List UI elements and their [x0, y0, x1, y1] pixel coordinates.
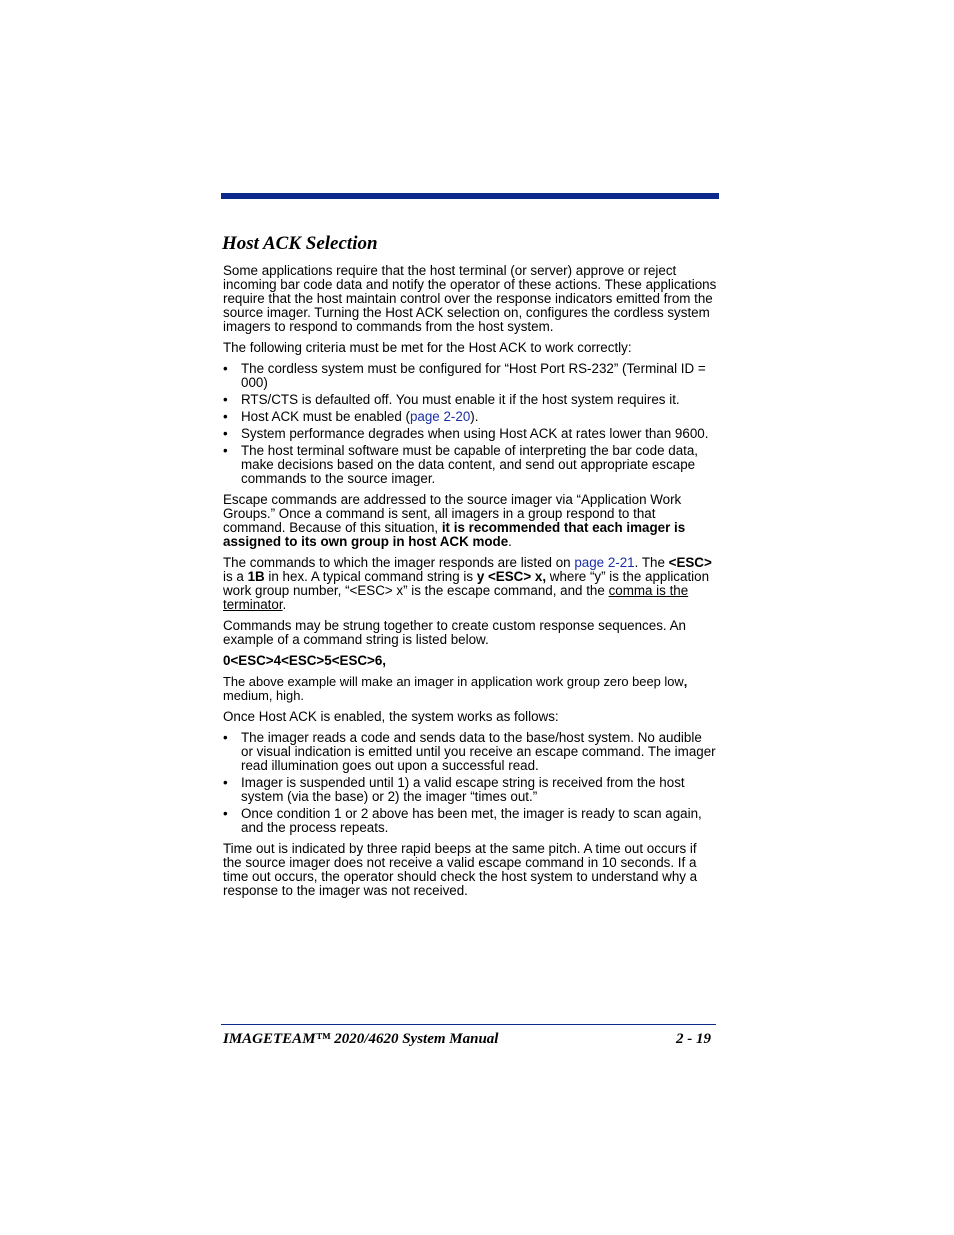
escape-commands-paragraph: Escape commands are addressed to the source imager via “Application Work Groups.” Once a command is sent, all imagers in a group respond to that command. Because of this situation, it is recommended that each imager is assigned to its own group in host ACK mode. — [223, 492, 686, 549]
list-item-text: The imager reads a code and sends data to the base/host system. No audible or visual indication is emitted until you receive an escape command. The imager read illumination goes out upon a successful read. — [241, 730, 716, 773]
list-item-text: Once condition 1 or 2 above has been met, the imager is ready to scan again, and the process repeats. — [241, 806, 702, 835]
bullet-icon: • — [223, 361, 228, 376]
footer-rule — [221, 1024, 716, 1025]
list-item-text: Imager is suspended until 1) a valid escape string is received from the host system (via the base) or 2) the imager “times out.” — [241, 775, 685, 804]
bullet-icon: • — [223, 426, 228, 441]
terminator-note: comma is the terminator — [223, 583, 689, 612]
criteria-list — [223, 362, 717, 486]
bullet-icon: • — [223, 392, 228, 407]
list-item — [223, 731, 717, 773]
timeout-paragraph: Time out is indicated by three rapid beeps at the same pitch. A time out occurs if the source imager does not receive a valid escape command in 10 seconds. If a time out occurs, the operator should check the host system to understand why a response to the imager was not received. — [223, 841, 698, 898]
commands-paragraph: The commands to which the imager responds are listed on page 2-21. The <ESC> is a 1B in hex. A typical command string is y <ESC> x, where “y” is the application work group number, “<ESC> x” is the escape command, and the comma is the terminator. — [223, 555, 712, 612]
recommendation-text: it is recommended that each imager is assigned to its own group in host ACK mode — [223, 520, 686, 549]
list-item — [223, 427, 717, 441]
list-item-text: The host terminal software must be capable of interpreting the bar code data, make decisions based on the data content, and send out appropriate escape commands to the source imager. — [241, 443, 699, 486]
list-item — [223, 776, 717, 804]
body-content — [223, 264, 717, 905]
page-number: 2 - 19 — [676, 1031, 711, 1047]
list-item — [223, 393, 717, 407]
bullet-icon: • — [223, 730, 228, 745]
list-item — [223, 410, 717, 424]
list-item — [223, 444, 717, 486]
example-command: 0<ESC>4<ESC>5<ESC>6, — [223, 653, 387, 668]
page-2-20-link[interactable]: page 2-20 — [409, 409, 471, 424]
bullet-icon: • — [223, 775, 228, 790]
header-rule — [221, 193, 719, 199]
list-item-text: RTS/CTS is defaulted off. You must enable it if the host system requires it. — [241, 392, 680, 407]
behavior-intro: Once Host ACK is enabled, the system works as follows: — [223, 709, 559, 724]
example-explanation: The above example will make an imager in application work group zero beep low, medium, high. — [223, 674, 688, 703]
section-title: Host ACK Selection — [222, 233, 378, 254]
list-item — [223, 362, 717, 390]
list-item-text: Host ACK must be enabled ( — [241, 409, 410, 424]
behavior-list — [223, 731, 717, 835]
list-item — [223, 807, 717, 835]
criteria-intro: The following criteria must be met for the Host ACK to work correctly: — [223, 340, 632, 355]
list-item-text: ). — [470, 409, 479, 424]
list-item-text: The cordless system must be configured for “Host Port RS-232” (Terminal ID = 000) — [241, 361, 706, 390]
manual-title: IMAGETEAM™ 2020/4620 System Manual — [223, 1031, 499, 1047]
strung-commands-paragraph: Commands may be strung together to create custom response sequences. An example of a command string is listed below. — [223, 618, 686, 647]
page-2-21-link[interactable]: page 2-21 — [574, 555, 635, 570]
list-item-text: System performance degrades when using Host ACK at rates lower than 9600. — [241, 426, 709, 441]
bullet-icon: • — [223, 409, 228, 424]
bullet-icon: • — [223, 806, 228, 821]
intro-paragraph: Some applications require that the host terminal (or server) approve or reject incoming bar code data and notify the operator of these actions. These applications require that the host maintain control over the response indicators emitted from the source imager. Turning the Host ACK selection on, configures the cordless system imagers to respond to commands from the host system. — [223, 263, 717, 334]
bullet-icon: • — [223, 443, 228, 458]
